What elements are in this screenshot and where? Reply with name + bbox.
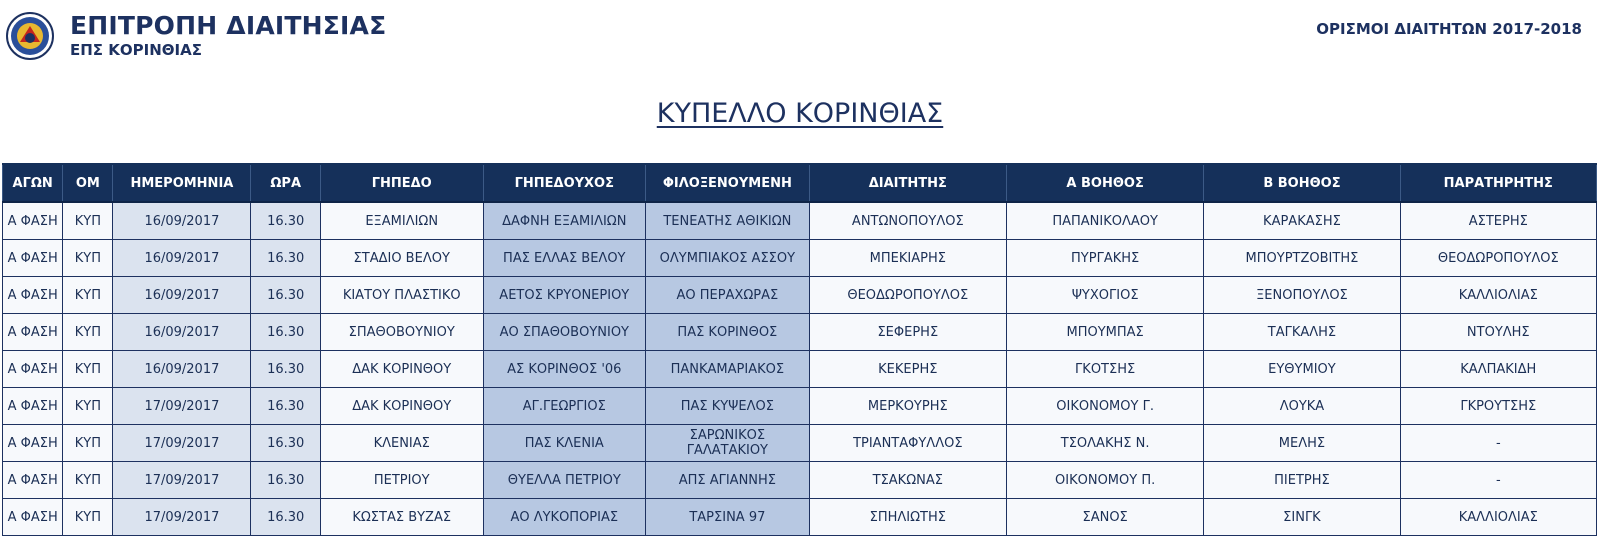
assistant-a-cell: ΤΣΟΛΑΚΗΣ Ν. <box>1006 425 1203 462</box>
assistant-b-cell: ΜΕΛΗΣ <box>1204 425 1400 462</box>
observer-cell: ΚΑΛΛΙΟΛΙΑΣ <box>1400 277 1596 314</box>
guest-team-cell: ΤΕΝΕΑΤΗΣ ΑΘΙΚΙΩΝ <box>646 202 810 240</box>
col-header-venue: ΓΗΠΕΔΟ <box>320 164 483 202</box>
host-team-cell: ΑΣ ΚΟΡΙΝΘΟΣ '06 <box>483 351 646 388</box>
table-row <box>3 202 1597 240</box>
time-cell: 16.30 <box>251 277 321 314</box>
observer-cell: ΚΑΛΠΑΚΙΔΗ <box>1400 351 1596 388</box>
assistant-a-cell: ΨΥΧΟΓΙΟΣ <box>1006 277 1203 314</box>
col-header-referee: ΔΙΑΙΤΗΤΗΣ <box>809 164 1006 202</box>
table-row <box>3 351 1597 388</box>
referee-cell: ΚΕΚΕΡΗΣ <box>809 351 1006 388</box>
om-cell: ΚΥΠ <box>63 351 113 388</box>
col-header-host: ΓΗΠΕΔΟΥΧΟΣ <box>483 164 646 202</box>
om-cell: ΚΥΠ <box>63 277 113 314</box>
om-cell: ΚΥΠ <box>63 202 113 240</box>
date-cell: 16/09/2017 <box>113 240 251 277</box>
observer-cell: ΝΤΟΥΛΗΣ <box>1400 314 1596 351</box>
assistant-b-cell: ΚΑΡΑΚΑΣΗΣ <box>1204 202 1400 240</box>
assistant-b-cell: ΕΥΘΥΜΙΟΥ <box>1204 351 1400 388</box>
host-team-cell: ΘΥΕΛΛΑ ΠΕΤΡΙΟΥ <box>483 462 646 499</box>
date-cell: 16/09/2017 <box>113 277 251 314</box>
col-header-observer: ΠΑΡΑΤΗΡΗΤΗΣ <box>1400 164 1596 202</box>
table-header-row <box>3 164 1597 202</box>
col-header-date: ΗΜΕΡΟΜΗΝΙΑ <box>113 164 251 202</box>
observer-cell: ΚΑΛΛΙΟΛΙΑΣ <box>1400 499 1596 536</box>
host-team-cell: ΑΕΤΟΣ ΚΡΥΟΝΕΡΙΟΥ <box>483 277 646 314</box>
assistant-b-cell: ΤΑΓΚΑΛΗΣ <box>1204 314 1400 351</box>
org-subtitle: ΕΠΣ ΚΟΡΙΝΘΙΑΣ <box>70 41 202 59</box>
date-cell: 17/09/2017 <box>113 388 251 425</box>
col-header-om: ΟΜ <box>63 164 113 202</box>
venue-cell: ΚΛΕΝΙΑΣ <box>320 425 483 462</box>
assistant-a-cell: ΜΠΟΥΜΠΑΣ <box>1006 314 1203 351</box>
cup-title: ΚΥΠΕΛΛΟ ΚΟΡΙΝΘΙΑΣ <box>656 98 944 129</box>
agon-cell: Α ΦΑΣΗ <box>3 499 63 536</box>
table-row <box>3 388 1597 425</box>
referee-cell: ΣΠΗΛΙΩΤΗΣ <box>809 499 1006 536</box>
om-cell: ΚΥΠ <box>63 388 113 425</box>
host-team-cell: ΠΑΣ ΚΛΕΝΙΑ <box>483 425 646 462</box>
table-row <box>3 425 1597 462</box>
assistant-a-cell: ΠΑΠΑΝΙΚΟΛΑΟΥ <box>1006 202 1203 240</box>
col-header-assistant-b: Β ΒΟΗΘΟΣ <box>1204 164 1400 202</box>
season-title: ΟΡΙΣΜΟΙ ΔΙΑΙΤΗΤΩΝ 2017-2018 <box>1316 20 1582 38</box>
om-cell: ΚΥΠ <box>63 240 113 277</box>
assistant-a-cell: ΟΙΚΟΝΟΜΟΥ Π. <box>1006 462 1203 499</box>
guest-team-cell: ΤΑΡΣΙΝΑ 97 <box>646 499 810 536</box>
time-cell: 16.30 <box>251 240 321 277</box>
guest-team-cell: ΠΑΣ ΚΟΡΙΝΘΟΣ <box>646 314 810 351</box>
time-cell: 16.30 <box>251 499 321 536</box>
referee-cell: ΤΣΑΚΩΝΑΣ <box>809 462 1006 499</box>
date-cell: 17/09/2017 <box>113 462 251 499</box>
date-cell: 16/09/2017 <box>113 351 251 388</box>
assistant-b-cell: ΠΙΕΤΡΗΣ <box>1204 462 1400 499</box>
host-team-cell: ΔΑΦΝΗ ΕΞΑΜΙΛΙΩΝ <box>483 202 646 240</box>
guest-team-cell: ΠΑΣ ΚΥΨΕΛΟΣ <box>646 388 810 425</box>
host-team-cell: ΑΓ.ΓΕΩΡΓΙΟΣ <box>483 388 646 425</box>
referee-cell: ΘΕΟΔΩΡΟΠΟΥΛΟΣ <box>809 277 1006 314</box>
observer-cell: ΑΣΤΕΡΗΣ <box>1400 202 1596 240</box>
date-cell: 16/09/2017 <box>113 202 251 240</box>
om-cell: ΚΥΠ <box>63 462 113 499</box>
table-row <box>3 277 1597 314</box>
observer-cell: - <box>1400 425 1596 462</box>
assistant-b-cell: ΜΠΟΥΡΤΖΟΒΙΤΗΣ <box>1204 240 1400 277</box>
referee-cell: ΑΝΤΩΝΟΠΟΥΛΟΣ <box>809 202 1006 240</box>
date-cell: 16/09/2017 <box>113 314 251 351</box>
venue-cell: ΣΠΑΘΟΒΟΥΝΙΟΥ <box>320 314 483 351</box>
col-header-time: ΩΡΑ <box>251 164 321 202</box>
org-title: ΕΠΙΤΡΟΠΗ ΔΙΑΙΤΗΣΙΑΣ <box>70 11 387 40</box>
venue-cell: ΔΑΚ ΚΟΡΙΝΘΟΥ <box>320 351 483 388</box>
observer-cell: - <box>1400 462 1596 499</box>
agon-cell: Α ΦΑΣΗ <box>3 277 63 314</box>
guest-team-cell: ΑΠΣ ΑΓΙΑΝΝΗΣ <box>646 462 810 499</box>
agon-cell: Α ΦΑΣΗ <box>3 351 63 388</box>
observer-cell: ΓΚΡΟΥΤΣΗΣ <box>1400 388 1596 425</box>
time-cell: 16.30 <box>251 314 321 351</box>
time-cell: 16.30 <box>251 425 321 462</box>
host-team-cell: ΑΟ ΣΠΑΘΟΒΟΥΝΙΟΥ <box>483 314 646 351</box>
table-row <box>3 499 1597 536</box>
om-cell: ΚΥΠ <box>63 499 113 536</box>
host-team-cell: ΑΟ ΛΥΚΟΠΟΡΙΑΣ <box>483 499 646 536</box>
agon-cell: Α ΦΑΣΗ <box>3 202 63 240</box>
referee-cell: ΤΡΙΑΝΤΑΦΥΛΛΟΣ <box>809 425 1006 462</box>
agon-cell: Α ΦΑΣΗ <box>3 314 63 351</box>
assistant-b-cell: ΞΕΝΟΠΟΥΛΟΣ <box>1204 277 1400 314</box>
agon-cell: Α ΦΑΣΗ <box>3 240 63 277</box>
time-cell: 16.30 <box>251 202 321 240</box>
host-team-cell: ΠΑΣ ΕΛΛΑΣ ΒΕΛΟΥ <box>483 240 646 277</box>
venue-cell: ΕΞΑΜΙΛΙΩΝ <box>320 202 483 240</box>
assistant-a-cell: ΣΑΝΟΣ <box>1006 499 1203 536</box>
referee-cell: ΜΕΡΚΟΥΡΗΣ <box>809 388 1006 425</box>
date-cell: 17/09/2017 <box>113 425 251 462</box>
referee-cell: ΜΠΕΚΙΑΡΗΣ <box>809 240 1006 277</box>
assistant-a-cell: ΟΙΚΟΝΟΜΟΥ Γ. <box>1006 388 1203 425</box>
om-cell: ΚΥΠ <box>63 425 113 462</box>
venue-cell: ΚΙΑΤΟΥ ΠΛΑΣΤΙΚΟ <box>320 277 483 314</box>
venue-cell: ΔΑΚ ΚΟΡΙΝΘΟΥ <box>320 388 483 425</box>
guest-team-cell: ΟΛΥΜΠΙΑΚΟΣ ΑΣΣΟΥ <box>646 240 810 277</box>
date-cell: 17/09/2017 <box>113 499 251 536</box>
guest-team-cell: ΑΟ ΠΕΡΑΧΩΡΑΣ <box>646 277 810 314</box>
assistant-b-cell: ΛΟΥΚΑ <box>1204 388 1400 425</box>
agon-cell: Α ΦΑΣΗ <box>3 462 63 499</box>
guest-team-cell: ΣΑΡΩΝΙΚΟΣ ΓΑΛΑΤΑΚΙΟΥ <box>646 425 810 462</box>
referee-cell: ΣΕΦΕΡΗΣ <box>809 314 1006 351</box>
venue-cell: ΚΩΣΤΑΣ ΒΥΖΑΣ <box>320 499 483 536</box>
assistant-a-cell: ΓΚΟΤΣΗΣ <box>1006 351 1203 388</box>
time-cell: 16.30 <box>251 351 321 388</box>
federation-logo <box>6 12 54 60</box>
col-header-agon: ΑΓΩΝ <box>3 164 63 202</box>
assistant-b-cell: ΣΙΝΓΚ <box>1204 499 1400 536</box>
om-cell: ΚΥΠ <box>63 314 113 351</box>
table-row <box>3 240 1597 277</box>
time-cell: 16.30 <box>251 388 321 425</box>
col-header-guest: ΦΙΛΟΞΕΝΟΥΜΕΝΗ <box>646 164 810 202</box>
venue-cell: ΣΤΑΔΙΟ ΒΕΛΟΥ <box>320 240 483 277</box>
time-cell: 16.30 <box>251 462 321 499</box>
assistant-a-cell: ΠΥΡΓΑΚΗΣ <box>1006 240 1203 277</box>
observer-cell: ΘΕΟΔΩΡΟΠΟΥΛΟΣ <box>1400 240 1596 277</box>
referee-assignments-table <box>2 163 1597 536</box>
guest-team-cell: ΠΑΝΚΑΜΑΡΙΑΚΟΣ <box>646 351 810 388</box>
agon-cell: Α ΦΑΣΗ <box>3 425 63 462</box>
table-row <box>3 314 1597 351</box>
venue-cell: ΠΕΤΡΙΟΥ <box>320 462 483 499</box>
table-row <box>3 462 1597 499</box>
col-header-assistant-a: Α ΒΟΗΘΟΣ <box>1006 164 1203 202</box>
agon-cell: Α ΦΑΣΗ <box>3 388 63 425</box>
